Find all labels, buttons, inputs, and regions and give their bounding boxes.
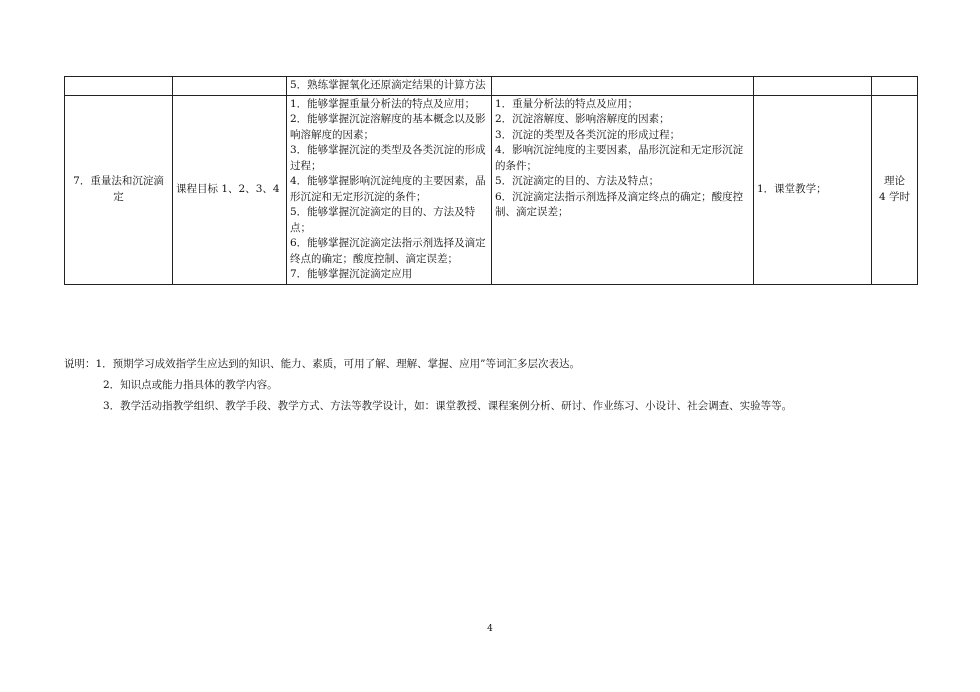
table-row (65, 95, 918, 284)
teaching-method-cell (754, 95, 872, 284)
objective-item: 6．能够掌握沉淀滴定法指示剂选择及滴定终点的确定；酸度控制、滴定误差； (290, 237, 486, 265)
objective-item: 5．熟练掌握氧化还原滴定结果的计算方法 (290, 79, 486, 91)
page-number: 4 (487, 624, 493, 634)
objective-item: 3．能够掌握沉淀的类型及各类沉淀的形成过程； (290, 144, 486, 172)
chapter-title-cell (65, 95, 173, 284)
syllabus-table (64, 76, 918, 285)
cell-empty-goals (173, 77, 287, 96)
knowledge-points-cell (492, 95, 754, 284)
objective-item: 5．能够掌握沉淀滴定的目的、方法及特点； (290, 206, 476, 234)
table-row-continued (65, 77, 918, 96)
notes-section (64, 354, 924, 417)
note-line: 2．知识点或能力指具体的教学内容。 (103, 379, 278, 391)
content-item: 6．沉淀滴定法指示剂选择及滴定终点的确定；酸度控制、滴定误差； (495, 190, 744, 218)
hours-type: 理论 (884, 175, 905, 187)
chapter-title: 7．重量法和沉淀滴定 (73, 175, 164, 203)
objective-item: 2．能够掌握沉淀溶解度的基本概念以及影响溶解度的因素； (290, 113, 486, 141)
cell-objective-continued (287, 77, 492, 96)
note-line: 说明：1．预期学习成效指学生应达到的知识、能力、素质，可用了解、理解、掌握、应用”等词汇多层次表达。 (64, 358, 581, 370)
teaching-method: 1．课堂教学； (757, 182, 827, 195)
content-item: 4．影响沉淀纯度的主要因素，晶形沉淀和无定形沉淀的条件； (495, 144, 744, 172)
objective-item: 4．能够掌握影响沉淀纯度的主要因素，晶形沉淀和无定形沉淀的条件； (290, 175, 486, 203)
content-item: 3．沉淀的类型及各类沉淀的形成过程； (495, 128, 681, 141)
hours-count: 4 学时 (878, 190, 911, 203)
cell-empty-title (65, 77, 173, 96)
note-line: 3．教学活动指教学组织、教学手段、教学方式、方法等教学设计，如：课堂教授、课程案例分析、研讨、作业练习、小设计、社会调查、实验等等。 (103, 400, 793, 412)
content-item: 5．沉淀滴定的目的、方法及特点； (495, 175, 660, 187)
content-item: 2．沉淀溶解度、影响溶解度的因素； (495, 113, 670, 125)
cell-empty-content (492, 77, 754, 96)
objective-item: 7．能够掌握沉淀滴定应用 (290, 268, 413, 280)
course-goals-cell (173, 95, 287, 284)
course-goals: 课程目标 1、2、3、4 (176, 182, 280, 195)
objective-item: 1．能够掌握重量分析法的特点及应用； (290, 97, 476, 110)
learning-outcomes-cell (287, 95, 492, 284)
cell-empty-hours (872, 77, 918, 96)
content-item: 1．重量分析法的特点及应用； (495, 97, 639, 110)
cell-empty-method (754, 77, 872, 96)
hours-cell (872, 95, 918, 284)
